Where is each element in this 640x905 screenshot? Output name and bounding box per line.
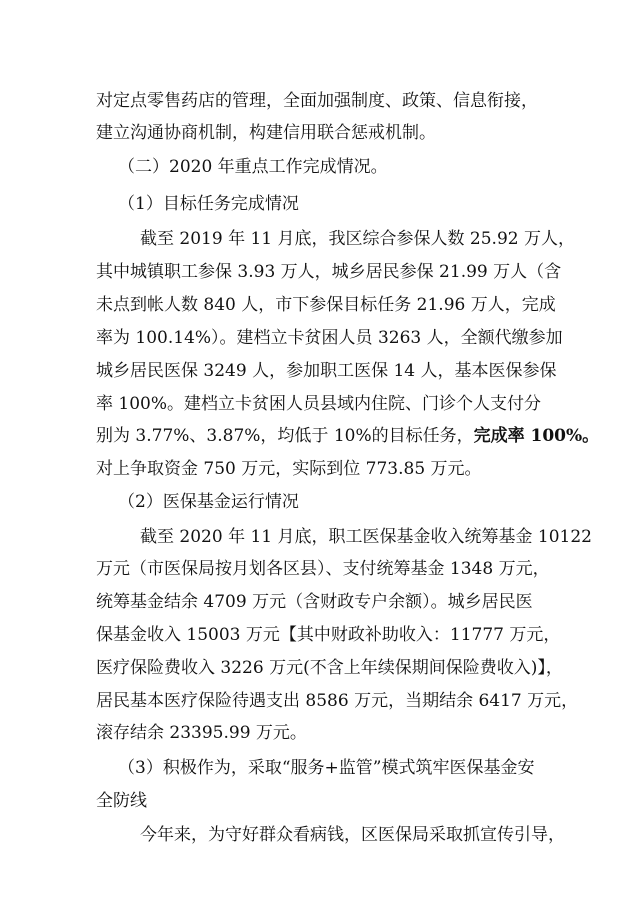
- subsection-heading: （3）积极作为，采取“服务+监管”模式筑牢医保基金安: [118, 758, 535, 778]
- subsection-heading: （1）目标任务完成情况: [118, 194, 299, 214]
- paragraph-line: 今年来，为守好群众看病钱，区医保局采取抓宣传引导，: [140, 825, 565, 845]
- paragraph-line: 未点到帐人数 840 人，市下参保目标任务 21.96 万人，完成: [96, 295, 556, 315]
- paragraph-line: 率 100%。建档立卡贫困人员县域内住院、门诊个人支付分: [96, 394, 542, 414]
- paragraph-line: 万元（市医保局按月划各区县）、支付统筹基金 1348 万元，: [96, 559, 550, 579]
- section-heading: （二）2020 年重点工作完成情况。: [118, 157, 388, 177]
- paragraph-line: 截至 2020 年 11 月底，职工医保基金收入统筹基金 10122: [140, 527, 592, 547]
- text-line: 建立沟通协商机制，构建信用联合惩戒机制。: [96, 123, 436, 143]
- paragraph-line: 滚存结余 23395.99 万元。: [96, 723, 307, 743]
- paragraph-text: 别为 3.77%、3.87%，均低于 10%的目标任务，: [96, 426, 474, 446]
- paragraph-line: 城乡居民医保 3249 人，参加职工医保 14 人，基本医保参保: [96, 361, 557, 381]
- paragraph-line: 统筹基金结余 4709 万元（含财政专户余额）。城乡居民医: [96, 592, 533, 612]
- completion-rate-highlight: 完成率 100%。: [473, 426, 600, 446]
- paragraph-line: 保基金收入 15003 万元【其中财政补助收入：11777 万元，: [96, 625, 561, 645]
- paragraph-line: 截至 2019 年 11 月底，我区综合参保人数 25.92 万人，: [140, 229, 575, 249]
- paragraph-line: 率为 100.14%）。建档立卡贫困人员 3263 人，全额代缴参加: [96, 328, 563, 348]
- paragraph-line: [96, 425, 640, 447]
- subsection-heading-cont: 全防线: [96, 791, 147, 811]
- paragraph-line: 居民基本医疗保险待遇支出 8586 万元，当期结余 6417 万元，: [96, 691, 579, 711]
- paragraph-line: 对上争取资金 750 万元，实际到位 773.85 万元。: [96, 459, 482, 479]
- subsection-heading: （2）医保基金运行情况: [118, 492, 299, 512]
- text-line: 对定点零售药店的管理，全面加强制度、政策、信息衔接，: [96, 91, 538, 111]
- paragraph-line: 医疗保险费收入 3226 万元(不含上年续保期间保险费收入)】，: [96, 658, 563, 678]
- paragraph-line: 其中城镇职工参保 3.93 万人，城乡居民参保 21.99 万人（含: [96, 262, 562, 282]
